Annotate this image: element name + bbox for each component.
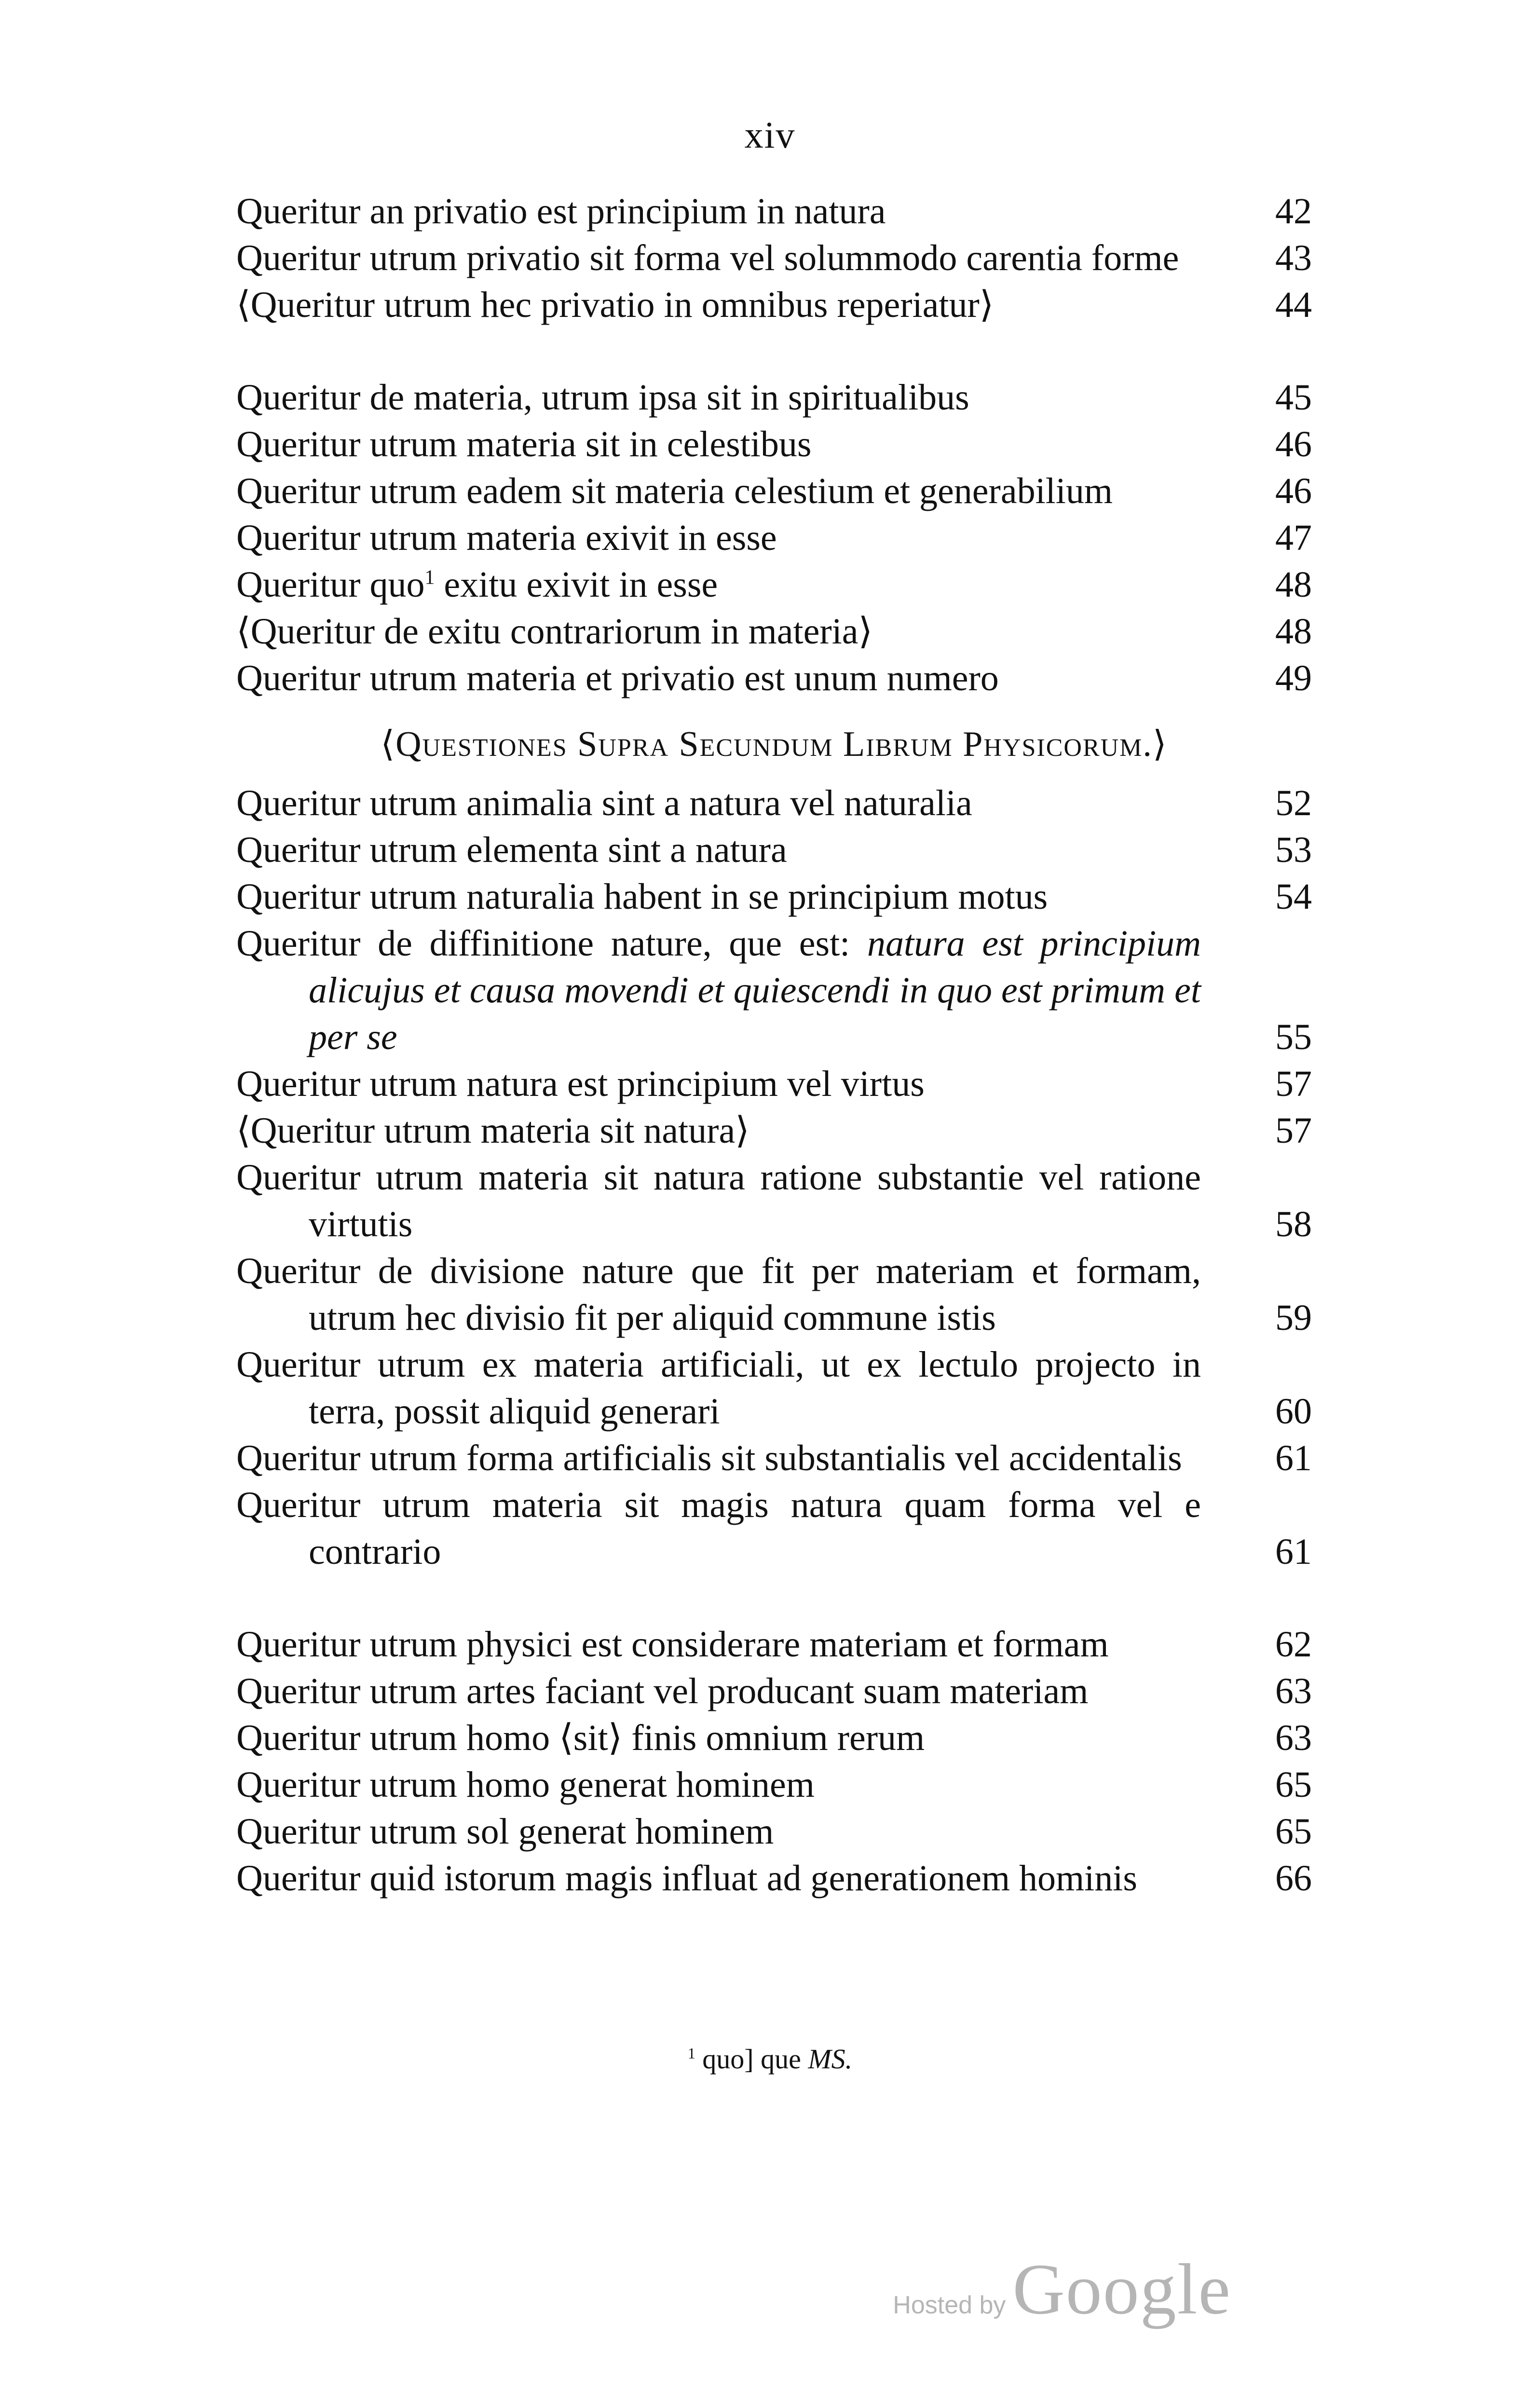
- entry-page: 65: [1275, 1764, 1312, 1805]
- entry-title: ⟨Queritur de exitu contrariorum in materia⟩: [236, 611, 873, 652]
- entry-page: 44: [1275, 285, 1312, 325]
- entry-title: Queritur de materia, utrum ipsa sit in spiritualibus: [236, 377, 969, 418]
- toc-entry: [236, 1248, 1312, 1341]
- toc-entry: [236, 655, 1312, 702]
- entry-title: Queritur utrum natura est principium vel virtus: [236, 1064, 925, 1104]
- entry-title: Queritur utrum eadem sit materia celestium et generabilium: [236, 471, 1113, 511]
- footnote-marker: 1: [687, 2045, 695, 2062]
- entry-title: Queritur utrum forma artificialis sit substantialis vel accidentalis: [236, 1438, 1182, 1478]
- toc-entry: [236, 827, 1312, 874]
- entry-page: 46: [1275, 471, 1312, 511]
- toc-entry: [236, 374, 1312, 421]
- toc-entry: [236, 1715, 1312, 1762]
- entry-page: 46: [1275, 424, 1312, 465]
- entry-title: Queritur utrum elementa sint a natura: [236, 830, 787, 870]
- entry-page: 62: [1275, 1624, 1312, 1665]
- toc-entry: [236, 282, 1312, 328]
- toc-entry: [236, 515, 1312, 561]
- toc-entry: [236, 780, 1312, 827]
- entry-title-start: Queritur quo: [236, 564, 425, 605]
- entry-title: Queritur utrum materia et privatio est unum numero: [236, 658, 999, 698]
- entry-title: Queritur an privatio est principium in natura: [236, 191, 886, 232]
- entry-page: 52: [1275, 783, 1312, 823]
- spacer: [236, 328, 1312, 374]
- entry-page: 65: [1275, 1811, 1312, 1852]
- entry-page: 48: [1275, 611, 1312, 652]
- entry-page: 60: [1275, 1391, 1312, 1432]
- toc-entry: [236, 188, 1312, 235]
- footnote: [0, 2043, 1540, 2075]
- entry-title: Queritur utrum homo ⟨sit⟩ finis omnium rerum: [236, 1718, 925, 1758]
- footnote-text: quo] que: [695, 2043, 808, 2075]
- toc-entry: [236, 1808, 1312, 1855]
- spacer: [236, 1575, 1312, 1621]
- entry-title: Queritur utrum homo generat hominem: [236, 1764, 815, 1805]
- entry-title: Queritur utrum sol generat hominem: [236, 1811, 774, 1852]
- entry-page: 53: [1275, 830, 1312, 870]
- entry-title: [236, 920, 1201, 1061]
- definition-italic: natura est principium alicujus et causa movendi et quiescendi in quo est primum et per se: [309, 923, 1201, 1057]
- entry-page: 63: [1275, 1671, 1312, 1711]
- entry-title: Queritur utrum materia sit in celestibus: [236, 424, 812, 465]
- entry-title-end: exitu exivit in esse: [435, 564, 718, 605]
- toc-entry: [236, 1435, 1312, 1482]
- entry-title: Queritur utrum naturalia habent in se principium motus: [236, 876, 1048, 917]
- entry-title: Queritur utrum materia exivit in esse: [236, 518, 777, 558]
- toc-entry: [236, 1621, 1312, 1668]
- toc-entry: [236, 561, 1312, 608]
- entry-title: Queritur utrum animalia sint a natura vel naturalia: [236, 783, 972, 823]
- entry-title-start: Queritur de diffinitione nature, que est:: [236, 923, 867, 964]
- entry-page: 48: [1275, 564, 1312, 605]
- entry-title: Queritur utrum privatio sit forma vel solummodo carentia forme: [236, 238, 1179, 278]
- toc-entry: [236, 1855, 1312, 1902]
- hosted-by-label: Hosted by: [893, 2291, 1006, 2319]
- entry-page: 45: [1275, 377, 1312, 418]
- entry-title: Queritur utrum materia sit magis natura quam forma vel e contrario: [236, 1485, 1201, 1572]
- footnote-ms: MS.: [808, 2043, 853, 2075]
- entry-page: 43: [1275, 238, 1312, 278]
- toc-entry: [236, 1668, 1312, 1715]
- toc-entry: [236, 1154, 1312, 1248]
- entry-title: ⟨Queritur utrum hec privatio in omnibus reperiatur⟩: [236, 285, 994, 325]
- toc-entry: [236, 421, 1312, 468]
- entry-page: 54: [1275, 876, 1312, 917]
- entry-title: ⟨Queritur utrum materia sit natura⟩: [236, 1110, 750, 1151]
- toc-entry: [236, 1482, 1312, 1575]
- page-number: xiv: [744, 114, 796, 156]
- toc-entry: [236, 235, 1312, 282]
- toc-entry: [236, 874, 1312, 920]
- entry-page: 59: [1275, 1298, 1312, 1338]
- entry-title: [236, 561, 1201, 608]
- toc-entry: [236, 468, 1312, 515]
- google-logo: Google: [1012, 2249, 1231, 2329]
- hosted-by-watermark: [893, 2248, 1231, 2331]
- entry-title: Queritur quid istorum magis influat ad generationem hominis: [236, 1858, 1137, 1899]
- entry-page: 57: [1275, 1110, 1312, 1151]
- entry-page: 57: [1275, 1064, 1312, 1104]
- entry-page: 47: [1275, 518, 1312, 558]
- section-heading: ⟨Questiones Supra Secundum Librum Physicorum.⟩: [381, 724, 1168, 764]
- entry-title: Queritur de divisione nature que fit per materiam et formam, utrum hec divisio fit per aliquid commune istis: [236, 1251, 1201, 1338]
- entry-page: 49: [1275, 658, 1312, 698]
- entry-title: Queritur utrum artes faciant vel producant suam materiam: [236, 1671, 1089, 1711]
- toc-entry: [236, 1061, 1312, 1107]
- footnote-marker: 1: [424, 566, 435, 589]
- entry-page: 58: [1275, 1204, 1312, 1244]
- toc-entry: [236, 1107, 1312, 1154]
- entry-page: 42: [1275, 191, 1312, 232]
- entry-page: 61: [1275, 1531, 1312, 1572]
- entry-page: 63: [1275, 1718, 1312, 1758]
- entry-title: Queritur utrum materia sit natura ratione substantie vel ratione virtutis: [236, 1157, 1201, 1244]
- toc-entry: [236, 1762, 1312, 1808]
- table-of-contents: [236, 188, 1312, 1902]
- entry-title: Queritur utrum physici est considerare materiam et formam: [236, 1624, 1109, 1665]
- entry-page: 55: [1275, 1017, 1312, 1057]
- toc-entry: [236, 920, 1312, 1061]
- entry-page: 61: [1275, 1438, 1312, 1478]
- toc-entry: [236, 608, 1312, 655]
- toc-entry: [236, 1341, 1312, 1435]
- entry-page: 66: [1275, 1858, 1312, 1899]
- entry-title: Queritur utrum ex materia artificiali, ut ex lectulo projecto in terra, possit aliquid generari: [236, 1344, 1201, 1432]
